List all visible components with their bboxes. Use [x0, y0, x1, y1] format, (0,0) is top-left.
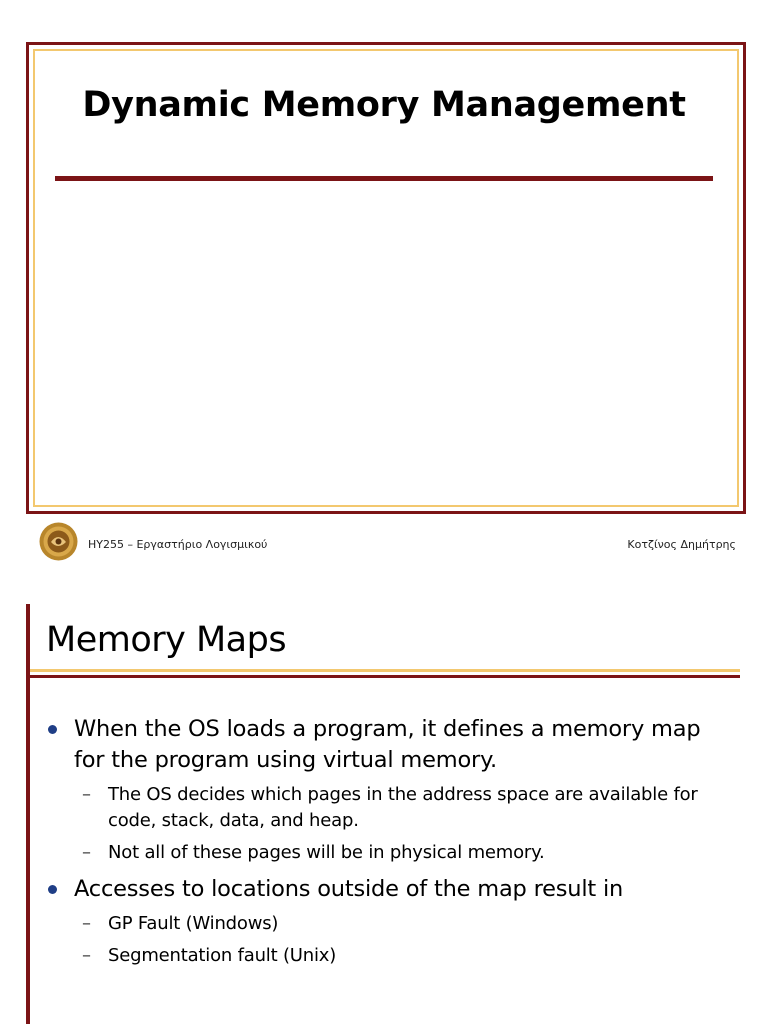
- bullet-item: [46, 874, 736, 905]
- dash-icon: –: [82, 784, 91, 805]
- bullet-text: Accesses to locations outside of the map result in: [74, 876, 624, 902]
- slide-title-rule: [26, 675, 740, 678]
- title-slide-heading: Dynamic Memory Management: [82, 85, 686, 125]
- slide-title: Memory Maps: [46, 620, 287, 660]
- footer-author: Κοτζίνος Δημήτρης: [627, 538, 736, 551]
- sub-bullet-item: [46, 911, 736, 937]
- title-slide-rule: [55, 176, 713, 181]
- university-seal-icon: [39, 522, 78, 561]
- sub-bullet-text: The OS decides which pages in the address space are available for code, stack, data, and heap.: [108, 784, 698, 831]
- spacer: [46, 866, 736, 874]
- dash-icon: –: [82, 945, 91, 966]
- bullet-list: [46, 714, 736, 969]
- dash-icon: –: [82, 913, 91, 934]
- bullet-dot-icon: [48, 885, 57, 894]
- slide-left-bar: [26, 604, 30, 1024]
- sub-bullet-item: [46, 782, 736, 834]
- slide-title-rule-gold: [30, 669, 740, 672]
- sub-bullet-item: [46, 840, 736, 866]
- sub-bullet-text: Segmentation fault (Unix): [108, 945, 337, 966]
- bullet-dot-icon: [48, 725, 57, 734]
- sub-bullet-text: Not all of these pages will be in physical memory.: [108, 842, 545, 863]
- bullet-text: When the OS loads a program, it defines a memory map for the program using virtual memory.: [74, 716, 701, 773]
- sub-bullet-item: [46, 943, 736, 969]
- footer-course: HY255 – Εργαστήριο Λογισμικού: [88, 538, 268, 551]
- bullet-item: [46, 714, 736, 776]
- sub-bullet-text: GP Fault (Windows): [108, 913, 279, 934]
- dash-icon: –: [82, 842, 91, 863]
